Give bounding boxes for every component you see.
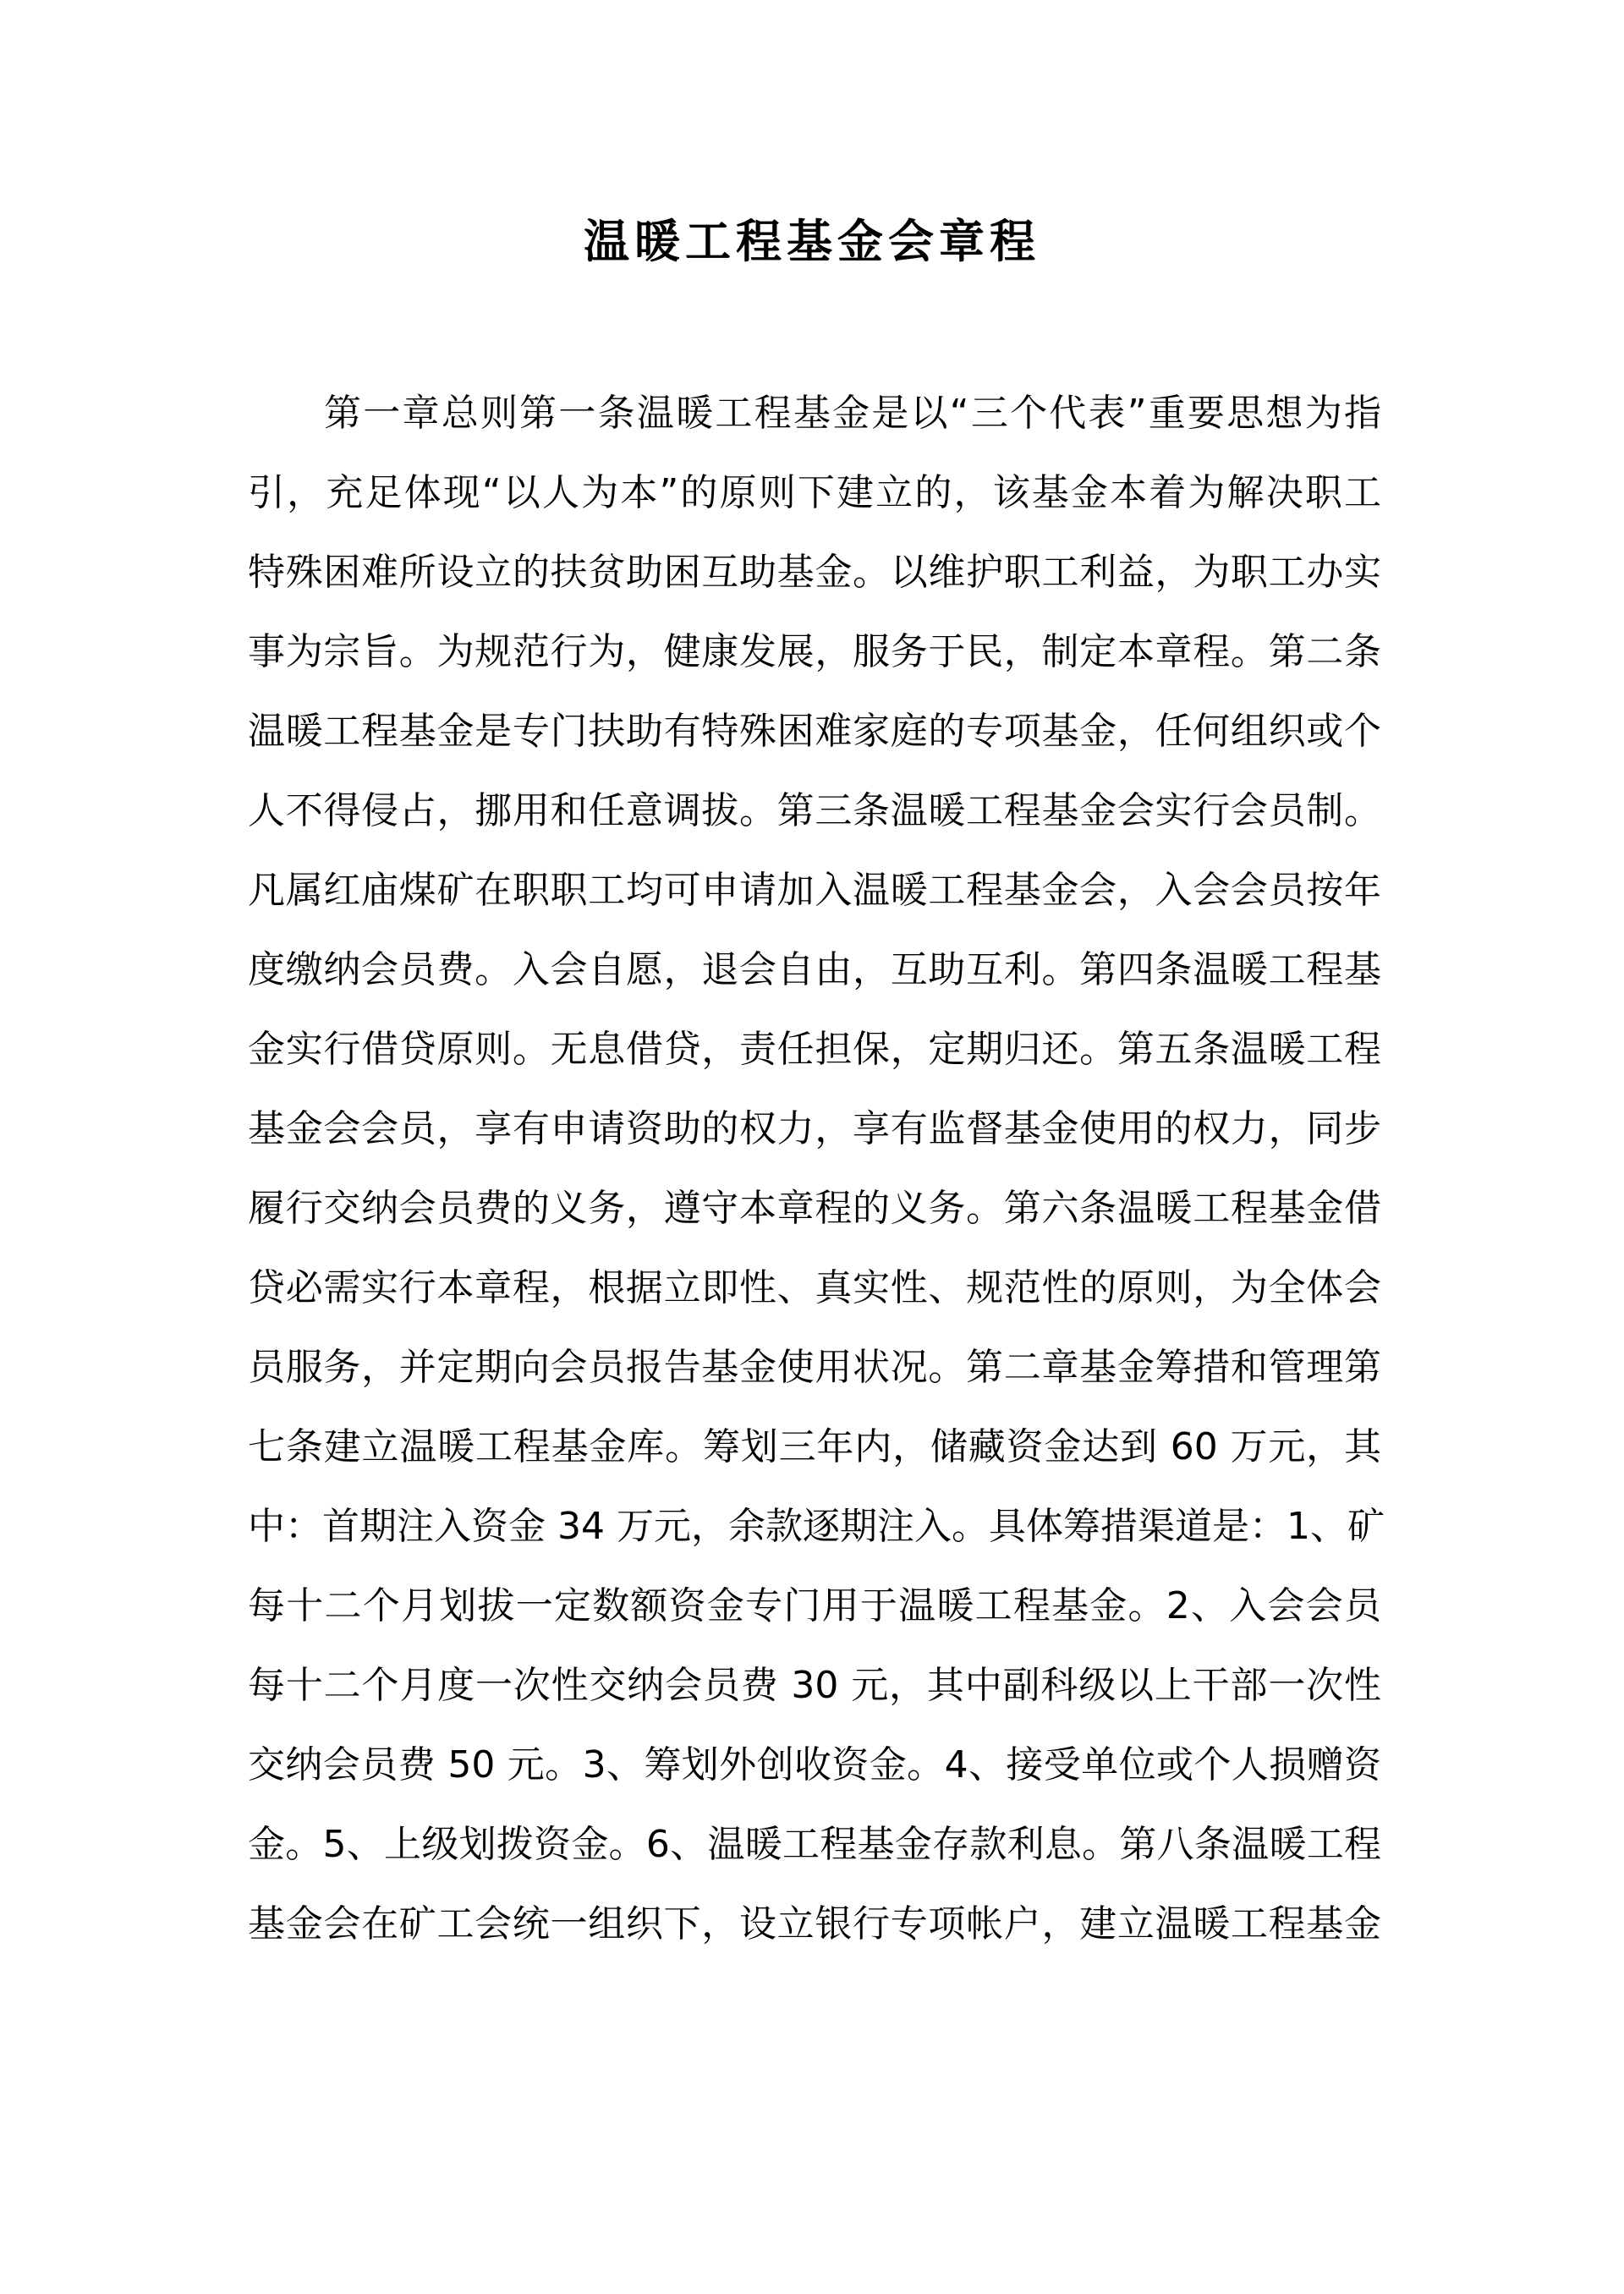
body-line: 基金会会员，享有申请资助的权力，享有监督基金使用的权力，同步	[248, 1107, 1381, 1150]
body-line: 中：首期注入资金 34 万元，余款逐期注入。具体筹措渠道是：1、矿	[248, 1505, 1385, 1548]
body-line: 员服务，并定期向会员报告基金使用状况。第二章基金筹措和管理第	[248, 1346, 1381, 1389]
body-line: 金实行借贷原则。无息借贷，责任担保，定期归还。第五条温暖工程	[248, 1028, 1381, 1071]
body-line: 引，充足体现“以人为本”的原则下建立的，该基金本着为解决职工	[248, 471, 1381, 514]
body-line: 每十二个月度一次性交纳会员费 30 元，其中副科级以上干部一次性	[248, 1664, 1381, 1707]
body-line: 交纳会员费 50 元。3、筹划外创收资金。4、接受单位或个人损赠资	[248, 1743, 1381, 1786]
body-line: 温暖工程基金是专门扶助有特殊困难家庭的专项基金，任何组织或个	[248, 710, 1381, 753]
body-line: 每十二个月划拔一定数额资金专门用于温暖工程基金。2、入会会员	[248, 1584, 1381, 1627]
body-line: 履行交纳会员费的义务，遵守本章程的义务。第六条温暖工程基金借	[248, 1187, 1381, 1230]
body-line: 七条建立温暖工程基金库。筹划三年内，储藏资金达到 60 万元，其	[248, 1425, 1381, 1468]
body-line: 特殊困难所设立的扶贫助困互助基金。以维护职工利益，为职工办实	[248, 551, 1381, 594]
body-line: 人不得侵占，挪用和任意调拔。第三条温暖工程基金会实行会员制。	[248, 789, 1381, 832]
document-title: 温暖工程基金会章程	[584, 214, 1040, 268]
body-line: 度缴纳会员费。入会自愿，退会自由，互助互利。第四条温暖工程基	[248, 948, 1381, 991]
body-line: 基金会在矿工会统一组织下，设立银行专项帐户，建立温暖工程基金	[248, 1902, 1381, 1946]
body-line: 事为宗旨。为规范行为，健康发展，服务于民，制定本章程。第二条	[248, 630, 1381, 673]
body-line: 金。5、上级划拨资金。6、温暖工程基金存款利息。第八条温暖工程	[248, 1823, 1381, 1866]
body-line: 贷必需实行本章程，根据立即性、真实性、规范性的原则，为全体会	[248, 1266, 1381, 1309]
body-line: 第一章总则第一条温暖工程基金是以“三个代表”重要思想为指	[324, 392, 1381, 435]
body-line: 凡属红庙煤矿在职职工均可申请加入温暖工程基金会，入会会员按年	[248, 869, 1381, 912]
document-body	[248, 374, 1385, 1964]
